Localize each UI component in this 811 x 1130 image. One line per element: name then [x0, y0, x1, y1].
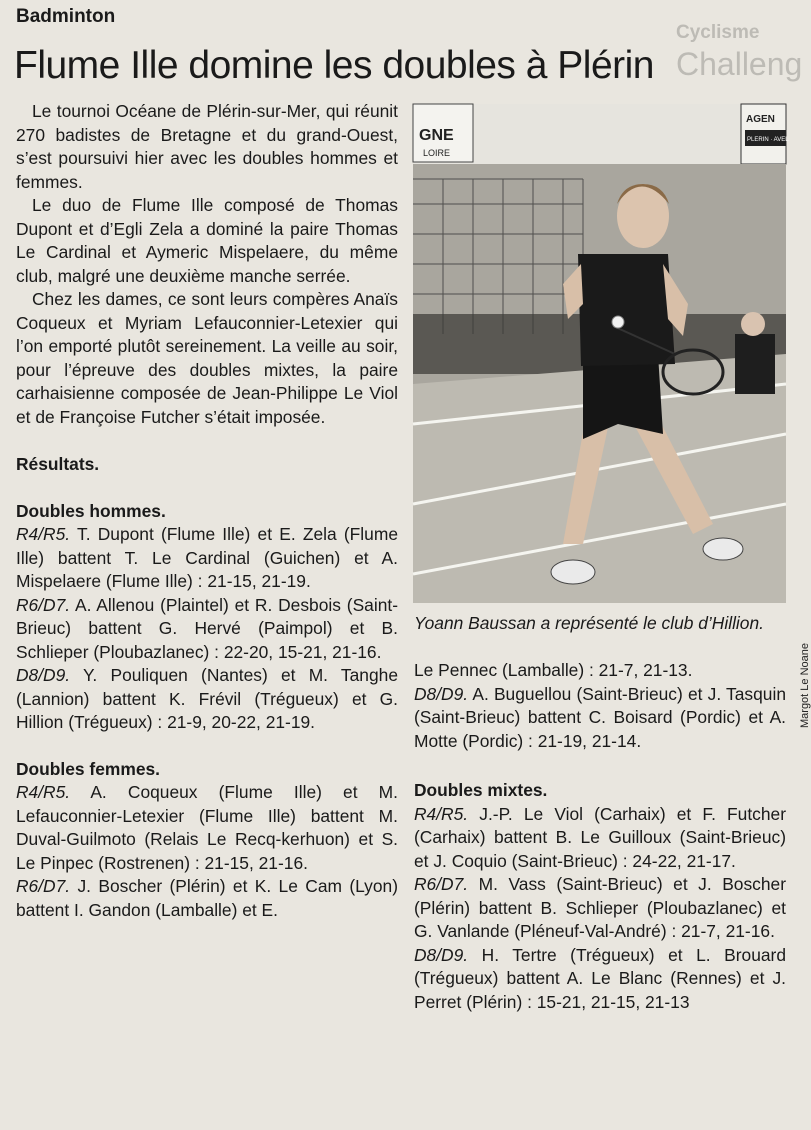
result-level: R4/R5. — [414, 803, 469, 824]
result-level: R6/D7. — [16, 594, 71, 615]
intro-paragraph: Le tournoi Océane de Plérin-sur-Mer, qui réunit 270 badistes de Bretagne et du grand-Ouest, s’est poursuivi hier avec les doubles hommes et femmes. — [16, 101, 398, 192]
section-rubric: Badminton — [16, 6, 116, 27]
adjacent-article-rubric: Cyclisme — [676, 22, 760, 43]
article-left-column — [16, 100, 398, 922]
doubles-mixtes-heading: Doubles mixtes. — [414, 780, 548, 800]
result-text: H. Tertre (Trégueux) et L. Brouard (Trégueux) battent A. Le Blanc (Rennes) et J. Perret (Plérin) : 15-21, 21-15, 21-13 — [414, 944, 786, 1012]
banner-right-subtext: PLERIN · AVEL — [747, 137, 789, 143]
result-entry — [16, 594, 398, 665]
result-level: R4/R5. — [16, 782, 71, 802]
photo-caption: Yoann Baussan a représenté le club d’Hillion. — [414, 613, 764, 633]
result-text: J. Boscher (Plérin) et K. Le Cam (Lyon) battent I. Gandon (Lamballe) et E. — [16, 876, 398, 920]
article-right-column — [414, 659, 786, 1014]
result-text: M. Vass (Saint-Brieuc) et J. Boscher (Plérin) battent B. Schlieper (Ploubazlanec) et G. Vanlande (Pléneuf-Val-André) : 21-7, 21-16. — [414, 874, 786, 941]
article-photo — [413, 104, 789, 603]
results-heading: Résultats. — [16, 454, 100, 474]
result-level: D8/D9. — [16, 665, 71, 685]
result-entry — [16, 664, 398, 735]
result-entry — [16, 523, 398, 594]
result-entry — [414, 683, 786, 754]
result-level: D8/D9. — [414, 683, 469, 704]
result-text: T. Dupont (Flume Ille) et E. Zela (Flume Ille) battent T. Le Cardinal (Guichen) et A. Mispelaere (Flume Ille) : 21-15, 21-19. — [16, 524, 398, 591]
adjacent-article-headline: Challeng — [676, 46, 803, 82]
banner-left-subtext: LOIRE — [423, 148, 451, 158]
badminton-player-image — [413, 104, 789, 603]
result-entry — [16, 781, 398, 875]
result-level: R6/D7. — [414, 874, 469, 894]
result-level: R4/R5. — [16, 524, 71, 544]
photo-credit — [788, 600, 811, 730]
photo-credit-text: Margot Le Noane — [799, 643, 811, 728]
result-entry-continued: Le Pennec (Lamballe) : 21-7, 21-13. — [414, 660, 693, 680]
intro-paragraph: Le duo de Flume Ille composé de Thomas Dupont et d’Egli Zela a dominé la paire Thomas Le Cardinal et Aymeric Mispelaere, du même club, malgré une deuxième manche serrée. — [16, 195, 398, 286]
result-text: A. Coqueux (Flume Ille) et M. Lefauconnier-Letexier (Flume Ille) battent M. Duval-Guilmoto (Relais Le Recq-kerhuon) et S. Le Pinpec (Rostrenen) : 21-15, 21-16. — [16, 782, 399, 873]
doubles-hommes-heading: Doubles hommes. — [16, 500, 166, 521]
doubles-femmes-heading: Doubles femmes. — [16, 758, 160, 779]
result-entry — [414, 803, 786, 874]
banner-right-text: AGEN — [746, 114, 775, 125]
banner-left-text: GNE — [419, 127, 454, 144]
result-text: J.-P. Le Viol (Carhaix) et F. Futcher (Carhaix) battent B. Le Guilloux (Saint-Brieuc) et J. Coquio (Saint-Brieuc) : 24-22, 21-17. — [414, 803, 786, 871]
result-level: D8/D9. — [414, 944, 469, 965]
result-entry — [16, 875, 398, 922]
result-entry — [414, 944, 786, 1015]
result-level: R6/D7. — [16, 876, 71, 896]
result-text: A. Buguellou (Saint-Brieuc) et J. Tasquin (Saint-Brieuc) battent C. Boisard (Pordic) et A. Motte (Pordic) : 21-19, 21-14. — [414, 683, 786, 751]
result-text: A. Allenou (Plaintel) et R. Desbois (Saint-Brieuc) battent G. Hervé (Paimpol) et B. Schlieper (Ploubazlanec) : 22-20, 15-21, 21-16. — [16, 594, 398, 662]
article-headline: Flume Ille domine les doubles à Plérin — [14, 44, 655, 87]
intro-paragraph: Chez les dames, ce sont leurs compères Anaïs Coqueux et Myriam Lefauconnier-Letexier qui l’on emporté plutôt sereinement. La veille au soir, pour l’épreuve des doubles mixtes, la paire carhaisienne composée de Jean-Philippe Le Viol et de Françoise Futcher s’était imposée. — [16, 289, 398, 427]
result-text: Y. Pouliquen (Nantes) et M. Tanghe (Lannion) battent K. Frévil (Trégueux) et G. Hillion (Trégueux) : 21-9, 20-22, 21-19. — [16, 665, 398, 732]
result-entry — [414, 873, 786, 944]
